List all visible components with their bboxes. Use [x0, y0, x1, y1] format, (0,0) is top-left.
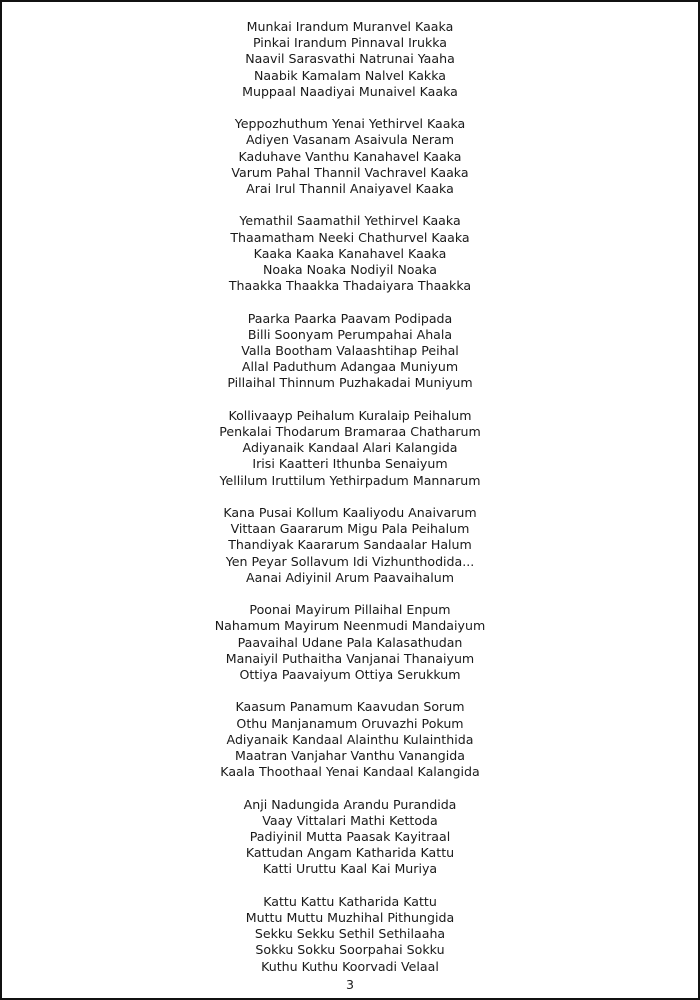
verse-line: Sekku Sekku Sethil Sethilaaha [254, 926, 446, 942]
verse-line: Pillaihal Thinnum Puzhakadai Muniyum [227, 375, 473, 391]
stanza [2, 797, 698, 878]
verse-line: Sokku Sokku Soorpahai Sokku [255, 942, 445, 958]
stanza [2, 213, 698, 294]
verse-line: Penkalai Thodarum Bramaraa Chatharum [219, 424, 481, 440]
verse-line: Yeppozhuthum Yenai Yethirvel Kaaka [234, 116, 466, 132]
verse-line: Kollivaayp Peihalum Kuralaip Peihalum [228, 407, 472, 423]
verse-line: Kaasum Panamum Kaavudan Sorum [235, 699, 465, 715]
verse-line: Poonai Mayirum Pillaihal Enpum [249, 602, 451, 618]
verse-line: Irisi Kaatteri Ithunba Senaiyum [252, 456, 448, 472]
stanza [2, 19, 698, 100]
verse-line: Yemathil Saamathil Yethirvel Kaaka [239, 213, 461, 229]
stanza [2, 505, 698, 586]
stanza [2, 699, 698, 780]
verse-line: Valla Bootham Valaashtihap Peihal [241, 343, 459, 359]
verse-line: Katti Uruttu Kaal Kai Muriya [262, 861, 438, 877]
verse-line: Adiyanaik Kandaal Alainthu Kulainthida [226, 731, 474, 747]
stanza [2, 116, 698, 197]
verse-line: Othu Manjanamum Oruvazhi Pokum [236, 715, 464, 731]
verse-line: Allal Paduthum Adangaa Muniyum [241, 359, 459, 375]
verse-line: Yen Peyar Sollavum Idi Vizhunthodida... [225, 553, 475, 569]
verse-line: Anji Nadungida Arandu Purandida [243, 796, 457, 812]
verse-line: Adiyanaik Kandaal Alari Kalangida [242, 440, 458, 456]
verse-line: Thaakka Thaakka Thadaiyara Thaakka [228, 278, 472, 294]
verse-line: Kaaka Kaaka Kanahavel Kaaka [253, 245, 447, 261]
verse-line: Nahamum Mayirum Neenmudi Mandaiyum [214, 618, 486, 634]
verse-line: Billi Soonyam Perumpahai Ahala [247, 326, 453, 342]
verse-line: Munkai Irandum Muranvel Kaaka [246, 19, 454, 34]
verse-line: Paavaihal Udane Pala Kalasathudan [237, 634, 463, 650]
verse-line: Kattu Kattu Katharida Kattu [263, 893, 437, 909]
page-number: 3 [345, 977, 354, 992]
verse-block [2, 19, 698, 975]
verse-line: Maatran Vanjahar Vanthu Vanangida [234, 748, 466, 764]
verse-line: Padiyinil Mutta Paasak Kayitraal [249, 829, 451, 845]
verse-line: Kattudan Angam Katharida Kattu [245, 845, 455, 861]
verse-line: Kana Pusai Kollum Kaaliyodu Anaivarum [223, 505, 477, 521]
stanza [2, 408, 698, 489]
verse-line: Manaiyil Puthaitha Vanjanai Thanaiyum [225, 650, 475, 666]
verse-line: Yellilum Iruttilum Yethirpadum Mannarum [219, 472, 481, 488]
verse-line: Noaka Noaka Nodiyil Noaka [263, 262, 437, 278]
verse-line: Kaala Thoothaal Yenai Kandaal Kalangida [220, 764, 480, 780]
stanza [2, 894, 698, 975]
verse-line: Aanai Adiyinil Arum Paavaihalum [246, 569, 454, 585]
verse-line: Arai Irul Thannil Anaiyavel Kaaka [246, 181, 454, 197]
stanza [2, 311, 698, 392]
verse-line: Naavil Sarasvathi Natrunai Yaaha [245, 51, 455, 67]
verse-line: Kaduhave Vanthu Kanahavel Kaaka [238, 148, 462, 164]
verse-line: Vaay Vittalari Mathi Kettoda [262, 812, 438, 828]
verse-line: Thaamatham Neeki Chathurvel Kaaka [230, 229, 470, 245]
verse-line: Vittaan Gaararum Migu Pala Peihalum [230, 521, 470, 537]
verse-line: Adiyen Vasanam Asaivula Neram [245, 132, 455, 148]
verse-line: Naabik Kamalam Nalvel Kakka [253, 67, 447, 83]
verse-line: Muttu Muttu Muzhihal Pithungida [245, 910, 455, 926]
verse-line: Kuthu Kuthu Koorvadi Velaal [261, 958, 439, 974]
verse-line: Varum Pahal Thannil Vachravel Kaaka [231, 164, 469, 180]
verse-line: Pinkai Irandum Pinnaval Irukka [252, 35, 448, 51]
verse-line: Muppaal Naadiyai Munaivel Kaaka [242, 83, 458, 99]
verse-line: Thandiyak Kaararum Sandaalar Halum [228, 537, 472, 553]
stanza [2, 602, 698, 683]
verse-line: Ottiya Paavaiyum Ottiya Serukkum [239, 667, 461, 683]
verse-line: Paarka Paarka Paavam Podipada [247, 310, 453, 326]
